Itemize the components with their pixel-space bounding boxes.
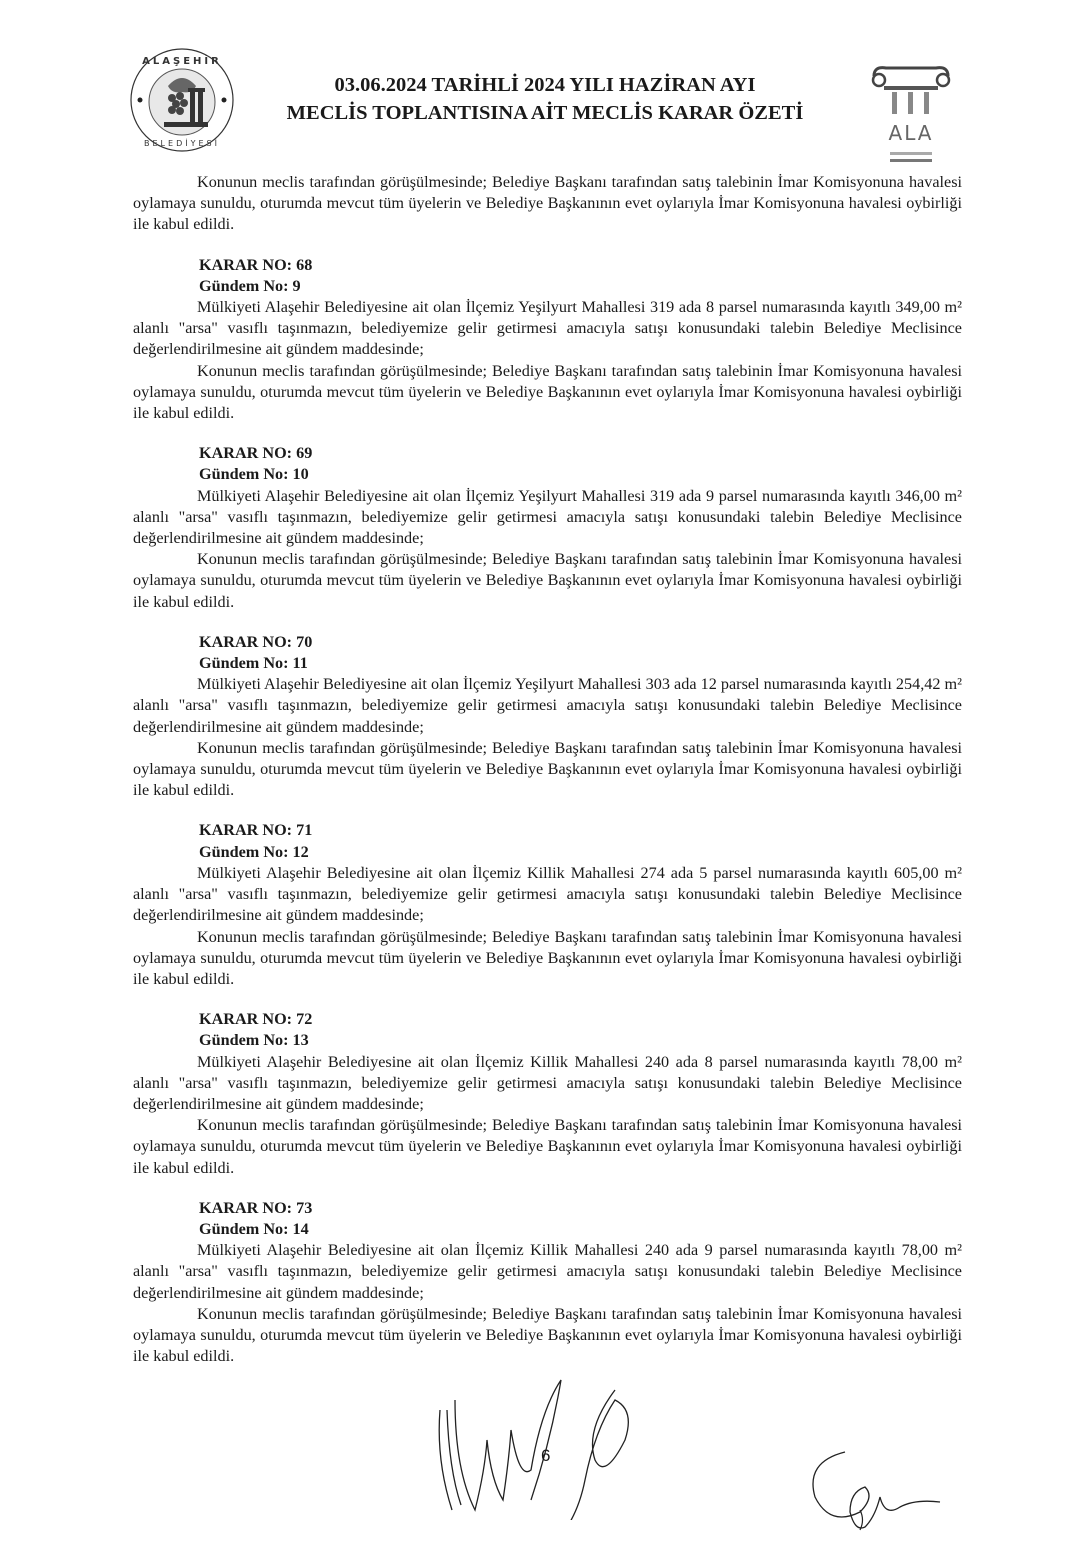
decision-block-72 [133,1009,962,1179]
agenda-number: Gündem No: 13 [199,1031,309,1050]
decision-number: KARAR NO: 70 [199,632,313,651]
title-line-1: 03.06.2024 TARİHLİ 2024 YILI HAZİRAN AYI [334,74,756,96]
ala-column-logo-icon [866,62,956,174]
decision-number: KARAR NO: 69 [199,444,313,463]
decision-result: Konunun meclis tarafından görüşülmesinde; Belediye Başkanı tarafından satış talebinin İmar Komisyonuna havalesi oylamaya sunuldu, oturumda mevcut tüm üyelerin ve Belediye Başkanının evet oylarıyla İmar Komisyonuna havalesi oybirliği ile kabul edildi. [133,550,962,611]
svg-text:ALAŞEHİR: ALAŞEHİR [142,56,222,67]
decision-block-73 [133,1198,962,1368]
decision-result: Konunun meclis tarafından görüşülmesinde; Belediye Başkanı tarafından satış talebinin İmar Komisyonuna havalesi oylamaya sunuldu, oturumda mevcut tüm üyelerin ve Belediye Başkanının evet oylarıyla İmar Komisyonuna havalesi oybirliği ile kabul edildi. [133,361,962,423]
decision-number: KARAR NO: 68 [199,255,313,274]
decision-block-69 [133,443,962,613]
decision-result: Konunun meclis tarafından görüşülmesinde; Belediye Başkanı tarafından satış talebinin İmar Komisyonuna havalesi oylamaya sunuldu, oturumda mevcut tüm üyelerin ve Belediye Başkanının evet oylarıyla İmar Komisyonuna havalesi oybirliği ile kabul edildi. [133,927,962,988]
title-line-2: MECLİS TOPLANTISINA AİT MECLİS KARAR ÖZETİ [286,102,804,124]
document-title [240,71,850,127]
agenda-number: Gündem No: 10 [199,465,309,484]
signature-right-icon [805,1440,950,1535]
page-number: 6 [541,1446,551,1465]
decision-description: Mülkiyeti Alaşehir Belediyesine ait olan İlçemiz Yeşilyurt Mahallesi 319 ada 8 parsel numarasında kayıtlı 349,00 m² alanlı "arsa" vasıflı taşınmazın, belediyemize gelir getirmesi amacıyla satışı konusundaki talebin Belediye Meclisince değerlendirilmesine ait gündem maddesinde; [133,298,962,359]
signature-left-icon [425,1370,675,1520]
decision-block-70 [133,632,962,802]
svg-text:ALA: ALA [888,121,934,145]
decision-number: KARAR NO: 71 [199,821,313,840]
decision-description: Mülkiyeti Alaşehir Belediyesine ait olan İlçemiz Killik Mahallesi 240 ada 8 parsel numarasında kayıtlı 78,00 m² alanlı "arsa" vasıflı taşınmazın, belediyemize gelir getirmesi amacıyla satışı konusundaki talebin Belediye Meclisince değerlendirilmesine ait gündem maddesinde; [133,1052,962,1113]
intro-paragraph: Konunun meclis tarafından görüşülmesinde; Belediye Başkanı tarafından satış talebinin İmar Komisyonuna havalesi oylamaya sunuldu, oturumda mevcut tüm üyelerin ve Belediye Başkanının evet oylarıyla İmar Komisyonuna havalesi oybirliği ile kabul edildi. [133,173,962,234]
decision-block-71 [133,820,962,990]
decision-result: Konunun meclis tarafından görüşülmesinde; Belediye Başkanı tarafından satış talebinin İmar Komisyonuna havalesi oylamaya sunuldu, oturumda mevcut tüm üyelerin ve Belediye Başkanının evet oylarıyla İmar Komisyonuna havalesi oybirliği ile kabul edildi. [133,1304,962,1366]
decision-description: Mülkiyeti Alaşehir Belediyesine ait olan İlçemiz Yeşilyurt Mahallesi 319 ada 9 parsel numarasında kayıtlı 346,00 m² alanlı "arsa" vasıflı taşınmazın, belediyemize gelir getirmesi amacıyla satışı konusundaki talebin Belediye Meclisince değerlendirilmesine ait gündem maddesinde; [133,486,962,548]
decision-description: Mülkiyeti Alaşehir Belediyesine ait olan İlçemiz Killik Mahallesi 240 ada 9 parsel numarasında kayıtlı 78,00 m² alanlı "arsa" vasıflı taşınmazın, belediyemize gelir getirmesi amacıyla satışı konusundaki talebin Belediye Meclisince değerlendirilmesine ait gündem maddesinde; [133,1241,962,1302]
decision-description: Mülkiyeti Alaşehir Belediyesine ait olan İlçemiz Yeşilyurt Mahallesi 303 ada 12 parsel numarasında kayıtlı 254,42 m² alanlı "arsa" vasıflı taşınmazın, belediyemize gelir getirmesi amacıyla satışı konusundaki talebin Belediye Meclisince değerlendirilmesine ait gündem maddesinde; [133,675,962,736]
alasehir-municipality-seal-icon [128,46,236,154]
decision-number: KARAR NO: 72 [199,1010,313,1029]
decision-number: KARAR NO: 73 [199,1198,313,1217]
decision-description: Mülkiyeti Alaşehir Belediyesine ait olan İlçemiz Killik Mahallesi 274 ada 5 parsel numarasında kayıtlı 605,00 m² alanlı "arsa" vasıflı taşınmazın, belediyemize gelir getirmesi amacıyla satışı konusundaki talebin Belediye Meclisince değerlendirilmesine ait gündem maddesinde; [133,863,962,925]
agenda-number: Gündem No: 14 [199,1219,309,1238]
decision-result: Konunun meclis tarafından görüşülmesinde; Belediye Başkanı tarafından satış talebinin İmar Komisyonuna havalesi oylamaya sunuldu, oturumda mevcut tüm üyelerin ve Belediye Başkanının evet oylarıyla İmar Komisyonuna havalesi oybirliği ile kabul edildi. [133,1116,962,1177]
svg-text:BELEDİYESİ: BELEDİYESİ [144,139,220,148]
page-header [0,40,1090,160]
agenda-number: Gündem No: 9 [199,276,301,295]
decision-summary-body [133,172,962,1367]
decision-result: Konunun meclis tarafından görüşülmesinde; Belediye Başkanı tarafından satış talebinin İmar Komisyonuna havalesi oylamaya sunuldu, oturumda mevcut tüm üyelerin ve Belediye Başkanının evet oylarıyla İmar Komisyonuna havalesi oybirliği ile kabul edildi. [133,738,962,800]
agenda-number: Gündem No: 11 [199,654,308,673]
decision-block-68 [133,255,962,425]
agenda-number: Gündem No: 12 [199,842,309,861]
